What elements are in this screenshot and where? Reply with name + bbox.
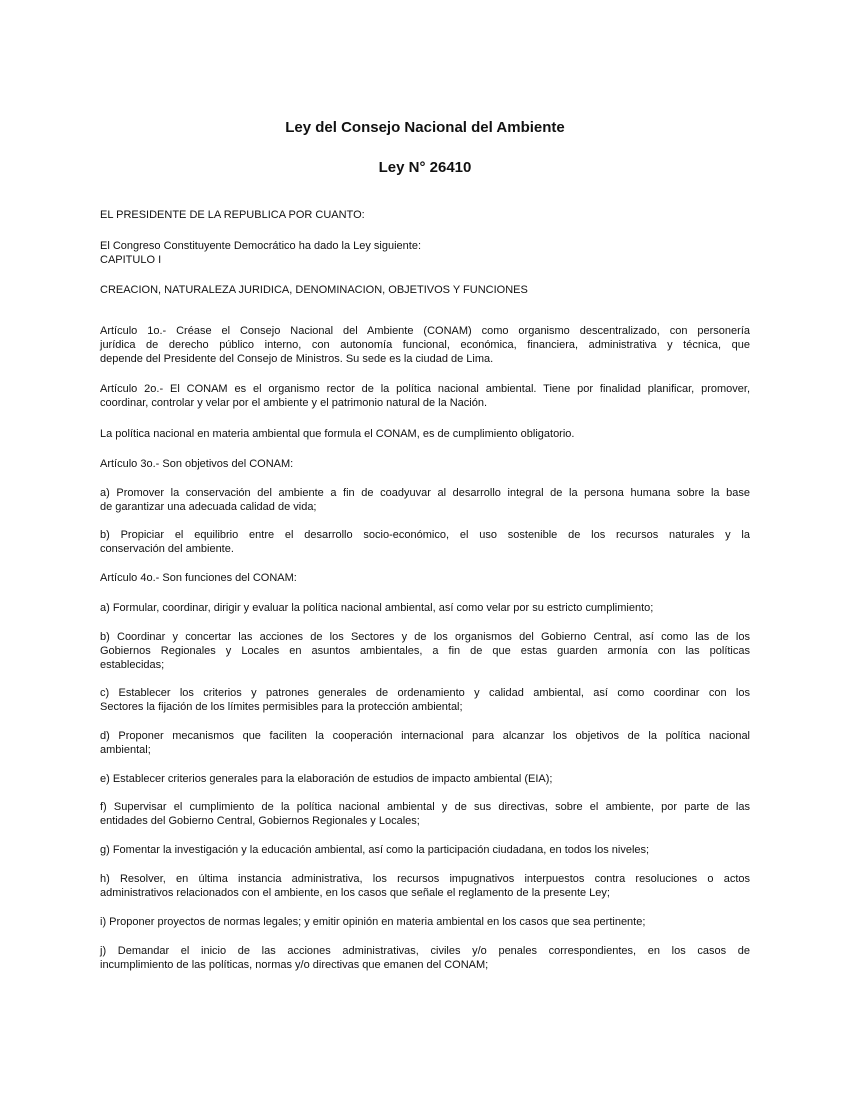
text-line: Gobiernos Regionales y Locales en asuntos ambientales, a fin de que estas guarden armonía con las políticas bbox=[100, 645, 750, 657]
text-line: establecidas; bbox=[100, 659, 165, 671]
text-line: b) Propiciar el equilibrio entre el desarrollo socio-económico, el uso sostenible de los recursos naturales y la bbox=[100, 529, 750, 541]
text-line: coordinar, controlar y velar por el ambiente y el patrimonio natural de la Nación. bbox=[100, 397, 488, 409]
paragraph-articulo-3 bbox=[100, 457, 750, 471]
text-line: f) Supervisar el cumplimiento de la política nacional ambiental y de sus directivas, sobre el ambiente, por parte de las bbox=[100, 801, 750, 813]
text-line: b) Coordinar y concertar las acciones de los Sectores y de los organismos del Gobierno Central, así como las de los bbox=[100, 631, 750, 643]
paragraph-fun-d bbox=[100, 729, 750, 757]
text-line: g) Fomentar la investigación y la educación ambiental, así como la participación ciudadana, en todos los niveles; bbox=[100, 844, 650, 856]
text-line: c) Establecer los criterios y patrones generales de ordenamiento y calidad ambiental, así como coordinar con los bbox=[100, 687, 750, 699]
text-line: i) Proponer proyectos de normas legales; y emitir opinión en materia ambiental en los casos que sea pertinente; bbox=[100, 916, 646, 928]
text-line: a) Formular, coordinar, dirigir y evaluar la política nacional ambiental, así como velar por su estricto cumplimiento; bbox=[100, 602, 654, 614]
law-number: Ley N° 26410 bbox=[378, 159, 472, 176]
paragraph-fun-g bbox=[100, 843, 750, 857]
text-line: La política nacional en materia ambiental que formula el CONAM, es de cumplimiento obligatorio. bbox=[100, 428, 575, 440]
text-line: Artículo 2o.- El CONAM es el organismo rector de la política nacional ambiental. Tiene por finalidad planificar, promover, bbox=[100, 383, 750, 395]
text-line: Sectores la fijación de los límites permisibles para la protección ambiental; bbox=[100, 701, 463, 713]
paragraph-fun-j bbox=[100, 944, 750, 972]
paragraph-fun-a bbox=[100, 601, 750, 615]
text-line: El Congreso Constituyente Democrático ha dado la Ley siguiente: bbox=[100, 240, 422, 252]
text-line: CREACION, NATURALEZA JURIDICA, DENOMINACION, OBJETIVOS Y FUNCIONES bbox=[100, 284, 528, 296]
paragraph-fun-e bbox=[100, 772, 750, 786]
paragraph-fun-c bbox=[100, 686, 750, 714]
text-line: entidades del Gobierno Central, Gobiernos Regionales y Locales; bbox=[100, 815, 420, 827]
text-line: depende del Presidente del Consejo de Ministros. Su sede es la ciudad de Lima. bbox=[100, 353, 494, 365]
paragraph-fun-i bbox=[100, 915, 750, 929]
text-line: a) Promover la conservación del ambiente a fin de coadyuvar al desarrollo integral de la persona humana sobre la base bbox=[100, 487, 750, 499]
paragraph-politica bbox=[100, 427, 750, 441]
text-line: Artículo 4o.- Son funciones del CONAM: bbox=[100, 572, 297, 584]
paragraph-fun-h bbox=[100, 872, 750, 900]
paragraph-fun-b bbox=[100, 630, 750, 672]
text-line: incumplimiento de las políticas, normas y/o directivas que emanen del CONAM; bbox=[100, 959, 489, 971]
text-line: ambiental; bbox=[100, 744, 151, 756]
paragraph-articulo-1 bbox=[100, 324, 750, 366]
text-line: EL PRESIDENTE DE LA REPUBLICA POR CUANTO: bbox=[100, 209, 365, 221]
text-line: jurídica de derecho público interno, con autonomía funcional, económica, financiera, administrativa y técnica, que bbox=[100, 339, 750, 351]
paragraph-obj-b bbox=[100, 528, 750, 556]
text-line: CAPITULO I bbox=[100, 254, 162, 266]
document-title: Ley del Consejo Nacional del Ambiente bbox=[285, 119, 565, 136]
text-line: Artículo 3o.- Son objetivos del CONAM: bbox=[100, 458, 294, 470]
text-line: d) Proponer mecanismos que faciliten la cooperación internacional para alcanzar los objetivos de la política nacional bbox=[100, 730, 750, 742]
paragraph-presidente bbox=[100, 208, 750, 222]
paragraph-capitulo-titulo bbox=[100, 283, 750, 297]
paragraph-articulo-2 bbox=[100, 382, 750, 410]
text-line: e) Establecer criterios generales para la elaboración de estudios de impacto ambiental (EIA); bbox=[100, 773, 553, 785]
text-line: de garantizar una adecuada calidad de vida; bbox=[100, 501, 317, 513]
paragraph-congreso bbox=[100, 239, 750, 267]
text-line: administrativos relacionados con el ambiente, en los casos que señale el reglamento de la presente Ley; bbox=[100, 887, 610, 899]
text-line: j) Demandar el inicio de las acciones administrativas, civiles y/o penales correspondientes, en los casos de bbox=[100, 945, 750, 957]
paragraph-obj-a bbox=[100, 486, 750, 514]
text-line: h) Resolver, en última instancia administrativa, los recursos impugnativos interpuestos contra resoluciones o actos bbox=[100, 873, 750, 885]
paragraph-articulo-4 bbox=[100, 571, 750, 585]
text-line: Artículo 1o.- Créase el Consejo Nacional del Ambiente (CONAM) como organismo descentralizado, con personería bbox=[100, 325, 750, 337]
text-line: conservación del ambiente. bbox=[100, 543, 234, 555]
paragraph-fun-f bbox=[100, 800, 750, 828]
